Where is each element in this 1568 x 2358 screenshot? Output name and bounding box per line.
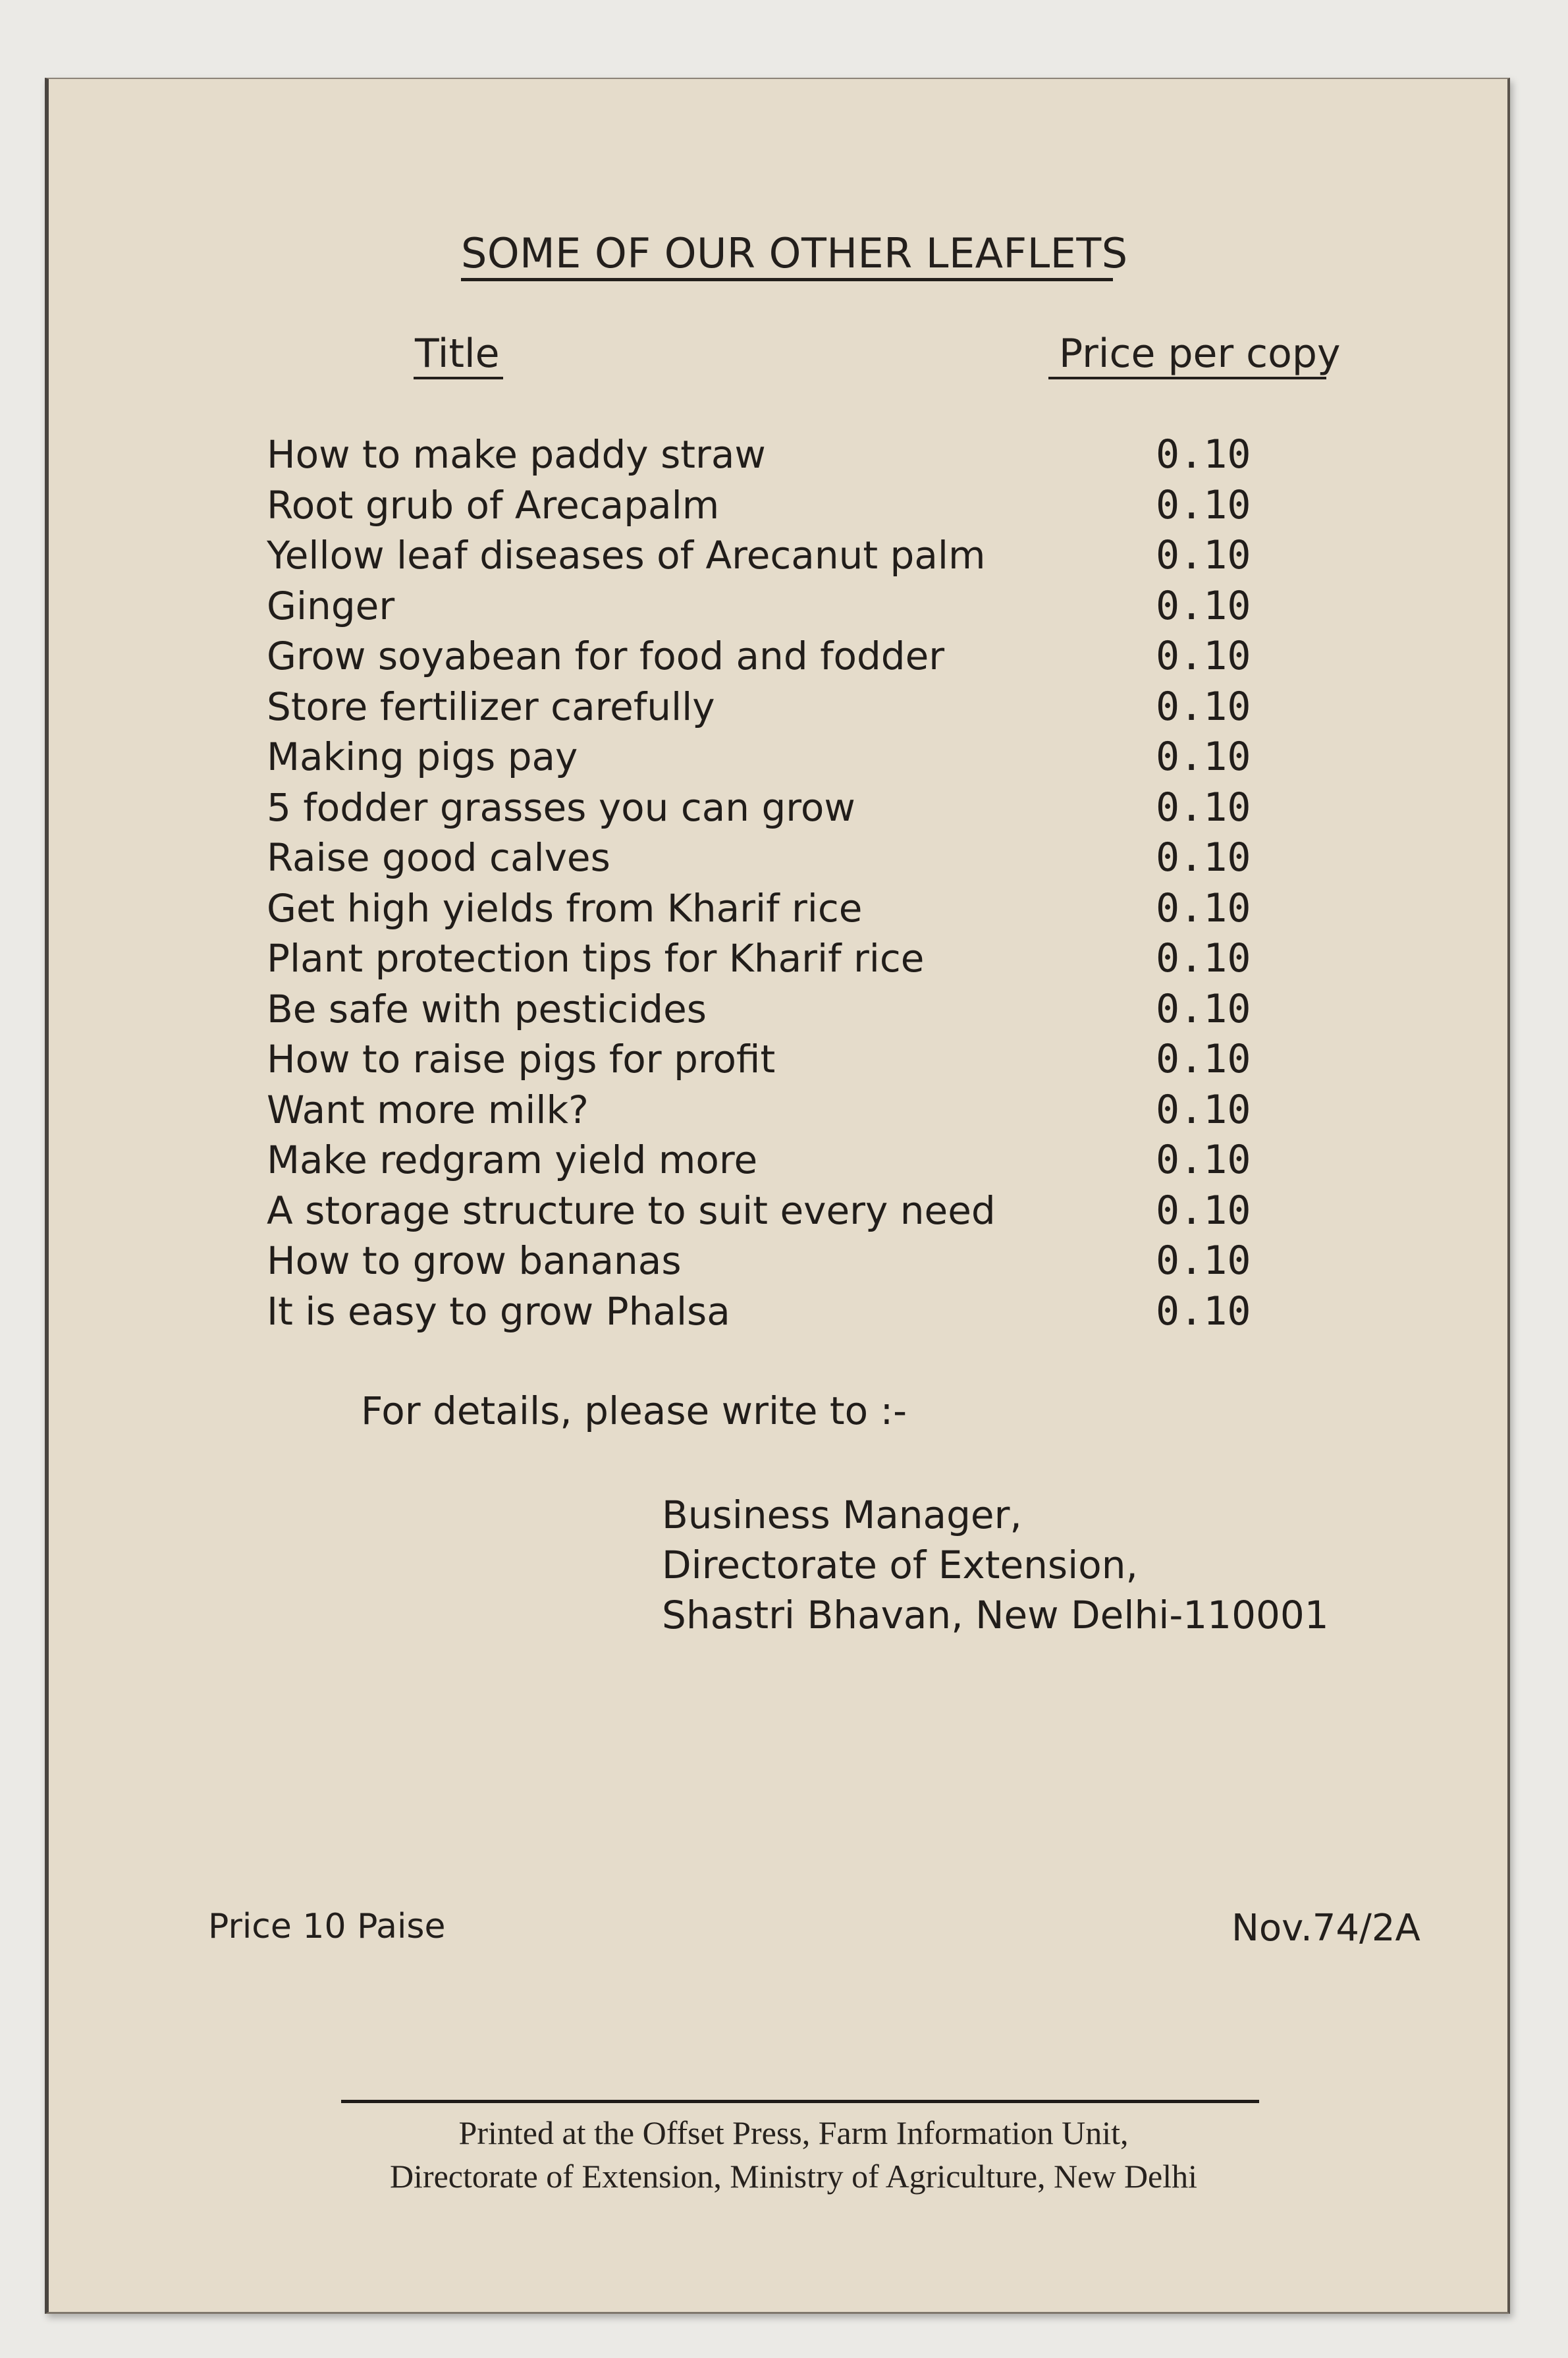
leaflet-title: 5 fodder grasses you can grow: [267, 784, 855, 830]
address-line-1: Business Manager,: [662, 1493, 1022, 1537]
leaflet-title: Get high yields from Kharif rice: [267, 885, 863, 931]
heading-underline: [461, 278, 1113, 281]
column-header-price: Price per copy: [1059, 331, 1341, 377]
leaflet-price: 0.10: [1156, 784, 1251, 831]
leaflet-title: Yellow leaf diseases of Arecanut palm: [267, 533, 986, 578]
leaflet-list: [267, 429, 1320, 1336]
page-heading: SOME OF OUR OTHER LEAFLETS: [461, 229, 1128, 277]
column-header-price-underline: [1048, 377, 1326, 379]
address-line-3: Shastri Bhavan, New Delhi-110001: [662, 1593, 1329, 1637]
address-line-2: Directorate of Extension,: [662, 1543, 1138, 1587]
column-header-title-underline: [414, 377, 503, 379]
list-item: [267, 833, 1320, 883]
price-note: Price 10 Paise: [208, 1907, 446, 1946]
publication-code: Nov.74/2A: [1231, 1907, 1420, 1950]
leaflet-price: 0.10: [1156, 633, 1251, 679]
leaflet-price: 0.10: [1156, 985, 1251, 1032]
list-item: [267, 1236, 1320, 1286]
imprint-line-1: Printed at the Offset Press, Farm Information Unit,: [458, 2114, 1129, 2151]
column-header-title: Title: [415, 331, 500, 377]
leaflet-title: Make redgram yield more: [267, 1138, 758, 1182]
leaflet-title: How to raise pigs for profit: [267, 1037, 776, 1082]
leaflet-title: How to make paddy straw: [267, 432, 766, 477]
list-item: [267, 883, 1320, 934]
leaflet-price: 0.10: [1156, 734, 1251, 780]
leaflet-title: A storage structure to suit every need: [267, 1188, 996, 1233]
footer-rule: [341, 2100, 1259, 2103]
leaflet-price: 0.10: [1156, 1137, 1251, 1183]
leaflet-title: Grow soyabean for food and fodder: [267, 634, 945, 678]
leaflet-title: Ginger: [267, 583, 395, 628]
printer-imprint: [217, 2111, 1370, 2198]
leaflet-title: Root grub of Arecapalm: [267, 482, 720, 528]
list-item: [267, 581, 1320, 632]
list-item: [267, 530, 1320, 581]
list-item: [267, 1085, 1320, 1136]
leaflet-price: 0.10: [1156, 1238, 1251, 1284]
leaflet-title: Want more milk?: [267, 1087, 589, 1132]
imprint-line-2: Directorate of Extension, Ministry of Agriculture, New Delhi: [389, 2158, 1198, 2195]
list-item: [267, 1186, 1320, 1236]
leaflet-price: 0.10: [1156, 835, 1251, 881]
leaflet-title: How to grow bananas: [267, 1238, 682, 1283]
details-prompt: For details, please write to :-: [361, 1388, 907, 1433]
leaflet-title: Raise good calves: [267, 835, 610, 880]
leaflet-price: 0.10: [1156, 1187, 1251, 1234]
postal-address: [662, 1490, 1329, 1640]
leaflet-price: 0.10: [1156, 1036, 1251, 1082]
leaflet-price: 0.10: [1156, 532, 1251, 578]
leaflet-price: 0.10: [1156, 1288, 1251, 1334]
leaflet-title: Be safe with pesticides: [267, 986, 707, 1031]
list-item: [267, 984, 1320, 1035]
list-item: [267, 1135, 1320, 1186]
leaflet-price: 0.10: [1156, 1086, 1251, 1133]
list-item: [267, 782, 1320, 833]
leaflet-price: 0.10: [1156, 935, 1251, 981]
leaflet-title: Store fertilizer carefully: [267, 684, 715, 729]
leaflet-price: 0.10: [1156, 885, 1251, 931]
list-item: [267, 429, 1320, 480]
leaflet-price: 0.10: [1156, 481, 1251, 528]
leaflet-title: Making pigs pay: [267, 734, 578, 779]
list-item: [267, 933, 1320, 984]
leaflet-price: 0.10: [1156, 582, 1251, 629]
list-item: [267, 682, 1320, 732]
leaflet-title: Plant protection tips for Kharif rice: [267, 936, 925, 981]
list-item: [267, 480, 1320, 531]
list-item: [267, 732, 1320, 782]
list-item: [267, 1286, 1320, 1337]
list-item: [267, 1034, 1320, 1085]
leaflet-price: 0.10: [1156, 683, 1251, 730]
leaflet-title: It is easy to grow Phalsa: [267, 1288, 730, 1334]
leaflet-price: 0.10: [1156, 431, 1251, 478]
list-item: [267, 631, 1320, 682]
